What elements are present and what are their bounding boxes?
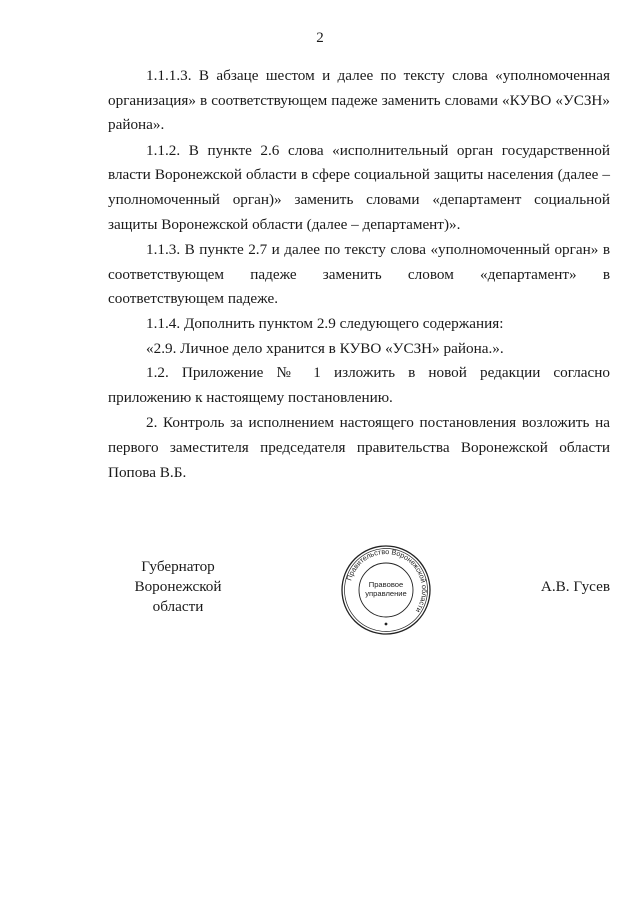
page-number: 2	[316, 30, 324, 46]
stamp-center-line-2: управление	[365, 589, 407, 598]
paragraph-2: 2. Контроль за исполнением настоящего постановления возложить на первого заместителя председателя правительства Воронежской области Попова В.Б.	[108, 414, 610, 481]
document-body	[108, 64, 610, 485]
paragraph-1-1-2: 1.1.2. В пункте 2.6 слова «исполнительный орган государственной власти Воронежской области в сфере социальной защиты населения (далее – уполномоченный орган)» заменить словами «департамент социальной защиты Воронежской области (далее – департамент)».	[108, 141, 610, 233]
paragraph-1-1-1-3: 1.1.1.3. В абзаце шестом и далее по тексту слова «уполномоченная организация» в соответствующем падеже заменить словами «КУВО «УСЗН» района».	[108, 67, 610, 134]
paragraph-1-1-4: 1.1.4. Дополнить пунктом 2.9 следующего содержания:	[146, 314, 504, 332]
paragraph-quoted-2-9: «2.9. Личное дело хранится в КУВО «УСЗН» района.».	[146, 339, 504, 357]
signatory-region: Воронежской области	[134, 578, 222, 615]
official-seal-stamp	[340, 544, 432, 636]
paragraph-1-2: 1.2. Приложение № 1 изложить в новой редакции согласно приложению к настоящему постановлению.	[108, 364, 610, 406]
signatory-position	[108, 557, 248, 617]
stamp-ring-text: Правительство Воронежской области	[344, 546, 430, 615]
stamp-dot	[385, 623, 388, 626]
paragraph-1-1-3: 1.1.3. В пункте 2.7 и далее по тексту слова «уполномоченный орган» в соответствующем падеже заменить словом «департамент» в соответствующем падеже.	[108, 241, 610, 308]
signatory-name: А.В. Гусев	[540, 578, 610, 595]
signatory-title: Губернатор	[141, 558, 215, 575]
stamp-center-line-1: Правовое	[368, 580, 404, 589]
